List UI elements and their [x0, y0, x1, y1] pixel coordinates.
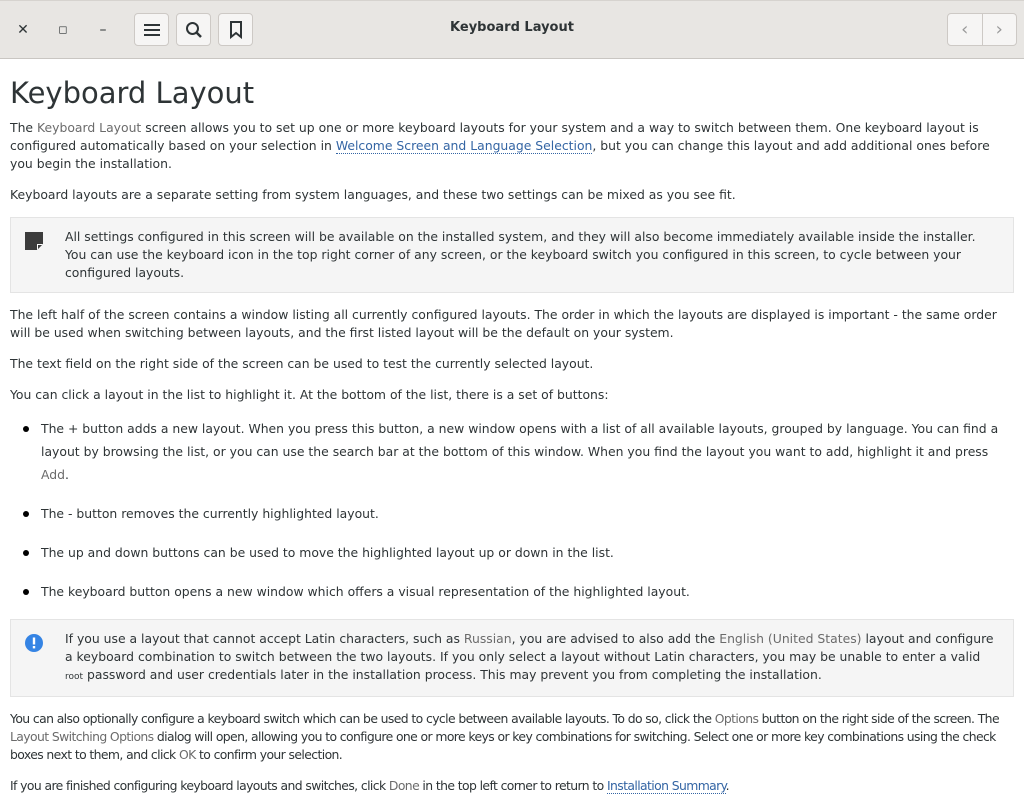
text: The [10, 120, 37, 135]
text: . [65, 467, 69, 482]
text: in the top left corner to return to [419, 778, 607, 793]
paragraph [10, 777, 1014, 795]
maximize-button[interactable]: ◻ [58, 23, 68, 36]
navigation-buttons [947, 13, 1017, 46]
code-root: root [65, 672, 84, 682]
term-russian: Russian [463, 631, 512, 646]
paragraph: The left half of the screen contains a window listing all currently configured layouts. The order in which the layouts are displayed is important - the same order will be used when switching between layouts, and the first listed layout will be the default on your system. [10, 307, 997, 340]
text: dialog will open, allowing you to configure one or more keys or key combinations for switching. Select one or more key combinations using the check boxes next to them, and click [10, 729, 996, 762]
important-icon [25, 634, 43, 652]
text: , you are advised to also add the [511, 631, 720, 646]
button-list [10, 417, 1014, 603]
back-button[interactable]: ‹ [948, 14, 983, 45]
text: The + button adds a new layout. When you press this button, a new window opens with a list of all available layouts, grouped by language. You can find a layout by browsing the list, or you can use the search bar at the bottom of this window. When you find the layout you want to add, highlight it and press [41, 421, 999, 459]
paragraph: The text field on the right side of the screen can be used to test the currently selected layout. [10, 356, 594, 371]
title-bar [0, 0, 1024, 59]
help-content [10, 60, 1014, 808]
list-item [10, 417, 1014, 486]
paragraph: Keyboard layouts are a separate setting from system languages, and these two settings can be mixed as you see fit. [10, 187, 736, 202]
text: If you use a layout that cannot accept Latin characters, such as [65, 631, 464, 646]
window-title: Keyboard Layout [450, 20, 574, 35]
text: , but you can change this layout and add additional ones before you begin the installation. [10, 138, 990, 171]
list-item: The up and down buttons can be used to move the highlighted layout up or down in the list. [10, 541, 1014, 564]
forward-button[interactable]: › [995, 19, 1003, 40]
minimize-button[interactable]: – [99, 22, 107, 38]
text: If you are finished configuring keyboard layouts and switches, click [10, 778, 389, 793]
paragraph [10, 710, 1014, 764]
term-layout-switching-options: Layout Switching Options [10, 729, 154, 744]
term-ok: OK [178, 747, 196, 762]
link-welcome-screen[interactable]: Welcome Screen and Language Selection [335, 138, 593, 153]
note-text: All settings configured in this screen will be available on the installed system, and they will also become immediately available inside the installer. You can use the keyboard icon in the top right corner of any screen, or the keyboard switch you configured in this screen, to cycle between your configured layouts. [65, 229, 976, 280]
link-installation-summary[interactable]: Installation Summary [606, 778, 726, 793]
term-keyboard-layout: Keyboard Layout [36, 120, 142, 135]
text: . [725, 778, 729, 793]
important-box [10, 619, 1014, 697]
list-item: The keyboard button opens a new window which offers a visual representation of the highlighted layout. [10, 580, 1014, 603]
close-button[interactable]: ✕ [17, 22, 29, 38]
intro-paragraph [10, 119, 1014, 173]
term-options: Options [714, 711, 759, 726]
text: button on the right side of the screen. The [758, 711, 999, 726]
note-box [10, 217, 1014, 293]
text: password and user credentials later in the installation process. This may prevent you from completing the installation. [83, 667, 822, 682]
term-done: Done [388, 778, 420, 793]
term-add: Add [41, 467, 65, 482]
note-icon [25, 232, 43, 250]
text: screen allows you to set up one or more keyboard layouts for your system and a way to switch between them. One keyboard layout is configured automatically based on your selection in [10, 120, 979, 153]
text: layout and configure a keyboard combination to switch between the two layouts. If you only select a layout without Latin characters, you may be unable to enter a valid [65, 631, 994, 664]
page-title: Keyboard Layout [10, 76, 255, 110]
text: to confirm your selection. [195, 747, 343, 762]
list-item: The - button removes the currently highlighted layout. [10, 502, 1014, 525]
text: You can also optionally configure a keyboard switch which can be used to cycle between available layouts. To do so, click the [10, 711, 715, 726]
term-english-us: English (United States) [719, 631, 862, 646]
paragraph: You can click a layout in the list to highlight it. At the bottom of the list, there is a set of buttons: [10, 387, 609, 402]
